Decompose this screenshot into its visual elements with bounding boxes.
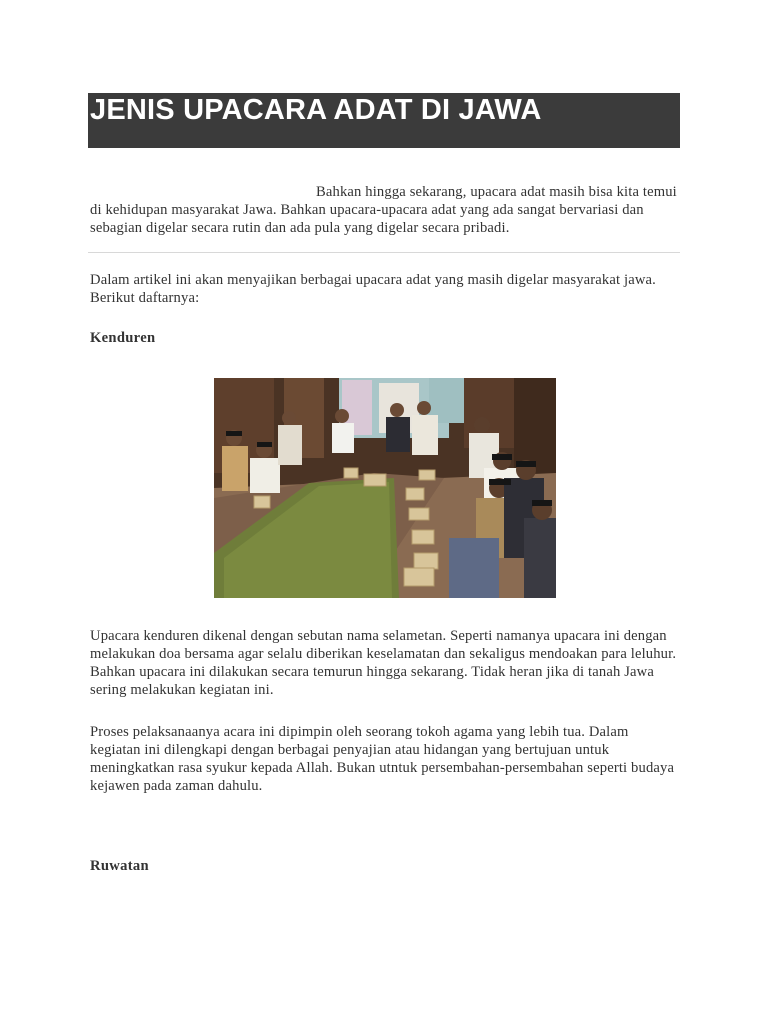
intro-rest: temui di kehidupan masyarakat Jawa. Bahkan upacara-upacara adat yang ada sangat bervariasi dan sebagian digelar secara rutin dan ada pula yang digelar secara pribadi. bbox=[90, 184, 677, 236]
paragraph-kenduren-2: Proses pelaksanaanya acara ini dipimpin oleh seorang tokoh agama yang lebih tua. Dalam kegiatan ini dilengkapi dengan berbagai penyajian atau hidangan yang bertujuan untuk meningkatkan rasa syukur kepada Allah. Bukan utntuk persembahan-persembahan seperti budaya kejawen pada zaman dahulu. bbox=[90, 724, 675, 794]
kenduren-photo bbox=[214, 378, 556, 598]
title-banner bbox=[88, 93, 680, 148]
intro-line1: Bahkan hingga sekarang, upacara adat masih bisa kita bbox=[316, 184, 640, 200]
intro-paragraph bbox=[90, 183, 680, 237]
heading-ruwatan: Ruwatan bbox=[90, 858, 149, 874]
section-divider bbox=[88, 252, 680, 253]
kenduren-photo-illustration bbox=[214, 378, 556, 598]
paragraph-list-intro: Dalam artikel ini akan menyajikan berbagai upacara adat yang masih digelar masyarakat jawa. Berikut daftarnya: bbox=[90, 272, 656, 306]
page-title: JENIS UPACARA ADAT DI JAWA bbox=[90, 94, 542, 126]
paragraph-kenduren-1: Upacara kenduren dikenal dengan sebutan nama selametan. Seperti namanya upacara ini dengan melakukan doa bersama agar selalu diberikan keselamatan dan sekaligus mendoakan para leluhur. Bahkan upacara ini dilakukan secara temurun hingga sekarang. Tidak heran jika di tanah Jawa sering melakukan kegiatan ini. bbox=[90, 628, 677, 698]
heading-kenduren: Kenduren bbox=[90, 330, 156, 346]
